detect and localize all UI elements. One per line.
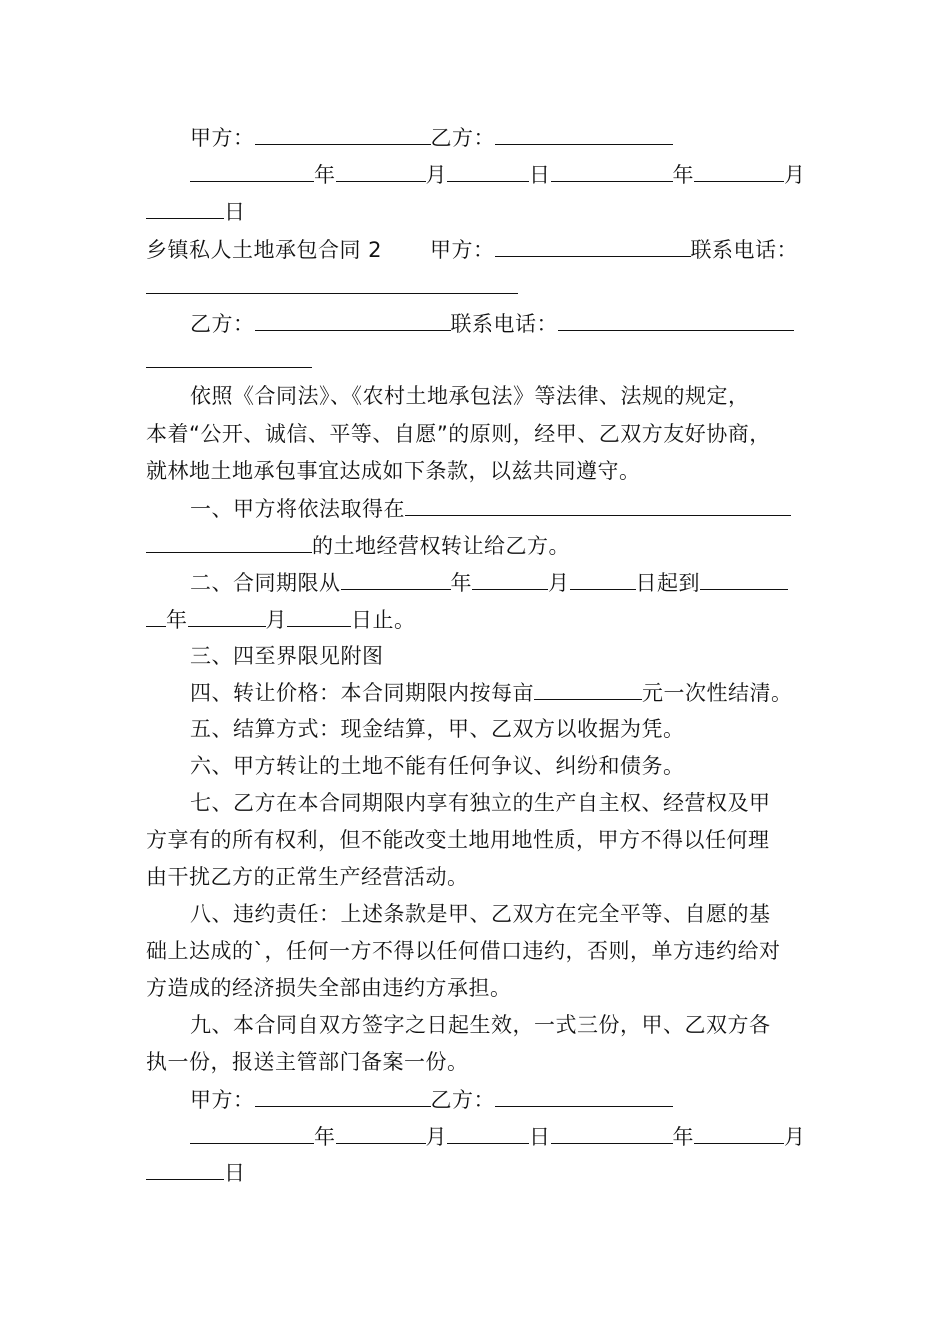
signature-line-top (190, 122, 673, 152)
clause4-text: 四、转让价格：本合同期限内按每亩 (190, 681, 534, 705)
clause4-suffix: 元一次性结清。 (642, 681, 793, 705)
contract-title: 乡镇私人土地承包合同 2 (146, 238, 383, 262)
party-b-blank[interactable] (495, 1084, 673, 1107)
party-b-label: 乙方： (430, 126, 495, 150)
month-blank[interactable] (694, 159, 784, 182)
start-day-blank[interactable] (570, 567, 636, 590)
end-year-blank[interactable] (700, 567, 788, 590)
year-label: 年 (166, 608, 188, 632)
month-label: 月 (548, 571, 570, 595)
year-label: 年 (450, 571, 472, 595)
day-label: 日 (224, 200, 246, 224)
intro-line: 依照《合同法》、《农村土地承包法》等法律、法规的规定， (190, 384, 750, 408)
month-label: 月 (784, 163, 806, 187)
year-blank[interactable] (551, 159, 673, 182)
clause8-line: 方造成的经济损失全部由违约方承担。 (146, 976, 512, 1000)
month-label: 月 (784, 1125, 806, 1149)
clause1-line (190, 493, 791, 523)
month-label: 月 (425, 163, 447, 187)
clause2-line (190, 567, 788, 597)
party-a-label: 甲方： (190, 1088, 255, 1112)
end-day-label: 日止。 (351, 608, 416, 632)
party-b-label: 乙方： (190, 312, 255, 336)
date-line-bottom-cont (146, 1157, 246, 1187)
clause1-line-cont (146, 530, 570, 560)
year-label: 年 (314, 1125, 336, 1149)
party-b-blank[interactable] (255, 308, 451, 331)
clause1-text: 一、甲方将依法取得在 (190, 497, 405, 521)
start-day-label: 日起到 (635, 571, 700, 595)
party-a-blank[interactable] (495, 234, 691, 257)
intro-line: 本着“公开、诚信、平等、自愿”的原则，经甲、乙双方友好协商， (146, 422, 771, 446)
clause9-line: 执一份，报送主管部门备案一份。 (146, 1050, 469, 1074)
year-blank[interactable] (190, 159, 314, 182)
month-blank[interactable] (336, 159, 426, 182)
land-location-blank[interactable] (405, 493, 791, 516)
party-a-label: 甲方： (190, 126, 255, 150)
clause1-suffix: 的土地经营权转让给乙方。 (312, 534, 570, 558)
year-blank[interactable] (551, 1121, 673, 1144)
day-blank[interactable] (146, 1157, 224, 1180)
day-label: 日 (224, 1161, 246, 1185)
clause2-text: 二、合同期限从 (190, 571, 341, 595)
month-label: 月 (425, 1125, 447, 1149)
clause4-line (190, 677, 793, 707)
party-a-phone-blank[interactable] (146, 271, 518, 294)
start-month-blank[interactable] (472, 567, 548, 590)
start-year-blank[interactable] (341, 567, 451, 590)
party-b-phone-blank-cont[interactable] (146, 345, 312, 368)
end-month-blank[interactable] (188, 604, 266, 627)
clause6-line: 六、甲方转让的土地不能有任何争议、纠纷和债务。 (190, 754, 685, 778)
month-blank[interactable] (694, 1121, 784, 1144)
clause2-line-cont (146, 604, 416, 634)
party-b-phone-blank[interactable] (558, 308, 794, 331)
phone-label: 联系电话： (450, 312, 558, 336)
month-label: 月 (265, 608, 287, 632)
date-line-top (190, 159, 806, 189)
party-a-blank[interactable] (255, 122, 431, 145)
price-per-mu-blank[interactable] (534, 677, 642, 700)
intro-line: 就林地土地承包事宜达成如下条款，以兹共同遵守。 (146, 459, 641, 483)
clause8-line: 八、违约责任：上述条款是甲、乙双方在完全平等、自愿的基 (190, 902, 771, 926)
day-label: 日 (529, 163, 551, 187)
phone-blank-line (146, 271, 518, 301)
clause7-line: 由干扰乙方的正常生产经营活动。 (146, 865, 469, 889)
day-blank[interactable] (447, 159, 529, 182)
end-day-blank[interactable] (287, 604, 351, 627)
end-year-blank-cont[interactable] (146, 604, 166, 627)
year-blank[interactable] (190, 1121, 314, 1144)
date-line-bottom (190, 1121, 806, 1151)
clause7-line: 七、乙方在本合同期限内享有独立的生产自主权、经营权及甲 (190, 791, 771, 815)
month-blank[interactable] (336, 1121, 426, 1144)
clause5-line: 五、结算方式：现金结算，甲、乙双方以收据为凭。 (190, 717, 685, 741)
signature-line-bottom (190, 1084, 673, 1114)
clause3-line: 三、四至界限见附图 (190, 644, 384, 668)
day-label: 日 (529, 1125, 551, 1149)
clause8-line: 础上达成的`，任何一方不得以任何借口违约，否则，单方违约给对 (146, 939, 781, 963)
land-location-blank-cont[interactable] (146, 530, 312, 553)
phone-blank-line-2 (146, 345, 312, 375)
phone-label: 联系电话： (690, 238, 799, 262)
party-a-label: 甲方： (430, 238, 495, 262)
year-label: 年 (314, 163, 336, 187)
date-line-top-cont (146, 196, 246, 226)
day-blank[interactable] (146, 196, 224, 219)
clause7-line: 方享有的所有权利，但不能改变土地用地性质，甲方不得以任何理 (146, 828, 770, 852)
party-b-label: 乙方： (430, 1088, 495, 1112)
day-blank[interactable] (447, 1121, 529, 1144)
year-label: 年 (672, 1125, 694, 1149)
party-b-blank[interactable] (495, 122, 673, 145)
party-a-blank[interactable] (255, 1084, 431, 1107)
contract2-header-line (146, 234, 798, 264)
clause9-line: 九、本合同自双方签字之日起生效，一式三份，甲、乙双方各 (190, 1013, 771, 1037)
party-b-line (190, 308, 794, 338)
year-label: 年 (672, 163, 694, 187)
